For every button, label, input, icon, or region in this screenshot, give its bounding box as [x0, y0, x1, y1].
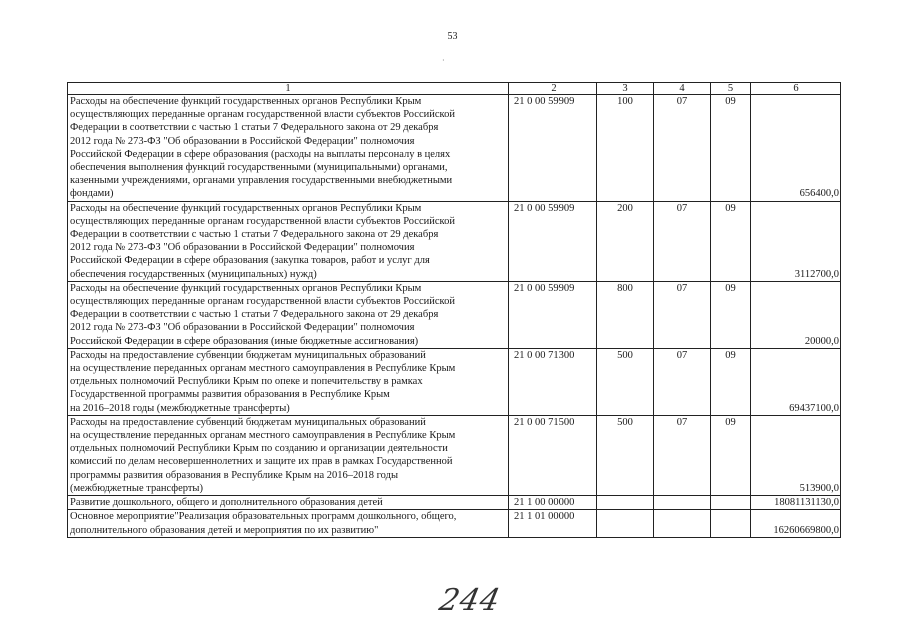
row-amount-text: 3112700,0 [794, 268, 839, 280]
table-row [68, 201, 841, 281]
row-subsection-text: 09 [725, 202, 736, 214]
header-cell-4: 4 [654, 83, 711, 95]
row-subsection [711, 95, 751, 202]
table-header-row [68, 83, 841, 95]
row-section-text: 07 [676, 416, 688, 428]
table-row [68, 496, 841, 510]
row-expense-type [597, 95, 654, 202]
row-expense-type [597, 281, 654, 348]
row-amount-text: 513900,0 [799, 482, 839, 494]
row-expense-type-text: 800 [617, 282, 633, 294]
row-subsection [711, 496, 751, 510]
row-subsection-text: 09 [725, 96, 736, 107]
row-code [509, 281, 597, 348]
row-description-text: Расходы на обеспечение функций государственных органов Республики Крым осуществляющих переданные органам государственной власти субъектов Российской Федерации в соответствии с частью 1 статьи 7 Федерального закона от 29 декабря 2012 года № 273-ФЗ "Об образовании в Российской Федерации" полномочия Российской Федерации в сфере образования (иные бюджетные ассигнования) [70, 282, 455, 347]
row-expense-type [597, 496, 654, 510]
row-amount [751, 201, 841, 281]
row-code [509, 496, 597, 510]
row-code-text: 21 0 00 59909 [514, 202, 575, 214]
row-description [68, 496, 509, 510]
row-subsection [711, 510, 751, 537]
row-expense-type-text: 200 [617, 202, 633, 214]
row-section [654, 510, 711, 537]
row-amount [751, 281, 841, 348]
row-code-text: 21 0 00 71500 [514, 416, 575, 428]
row-expense-type [597, 201, 654, 281]
row-expense-type [597, 415, 654, 495]
row-code-text: 21 1 00 00000 [514, 497, 575, 509]
row-amount [751, 95, 841, 202]
row-description-text: Расходы на предоставление субвенции бюджетам муниципальных образований на осуществление переданных органам местного самоуправления в Республике Крым отдельных полномочий Республики Крым по опеке и попечительству в рамках Государственной программы развития образования в Республике Крым на 2016–2018 годы (межбюджетные трансферты) [70, 349, 456, 414]
row-code-text: 21 0 00 59909 [514, 96, 575, 107]
row-code-text: 21 0 00 59909 [514, 282, 575, 294]
row-subsection [711, 201, 751, 281]
row-expense-type [597, 348, 654, 415]
row-description [68, 95, 509, 202]
row-expense-type-text: 500 [617, 349, 633, 361]
row-code-text: 21 0 00 71300 [514, 349, 575, 361]
row-code [509, 95, 597, 202]
row-description-text: Развитие дошкольного, общего и дополнительного образования детей [70, 497, 383, 509]
row-amount [751, 496, 841, 510]
row-description [68, 510, 509, 537]
row-subsection-text: 09 [725, 416, 736, 428]
row-subsection [711, 348, 751, 415]
header-cell-6: 6 [751, 83, 841, 95]
row-section [654, 496, 711, 510]
row-amount-text: 20000,0 [804, 335, 839, 347]
scan-mark: · [442, 56, 445, 65]
budget-table [67, 82, 841, 538]
row-section [654, 281, 711, 348]
row-section-text: 07 [676, 282, 688, 294]
row-amount [751, 348, 841, 415]
row-description [68, 201, 509, 281]
header-cell-5: 5 [711, 83, 751, 95]
table-row [68, 281, 841, 348]
row-subsection [711, 415, 751, 495]
row-section-text: 07 [676, 96, 688, 107]
row-subsection-text: 09 [725, 282, 736, 294]
handwritten-page-number: 244 [436, 583, 504, 618]
row-description-text: Расходы на обеспечение функций государственных органов Республики Крым осуществляющих переданные органам государственной власти субъектов Российской Федерации в соответствии с частью 1 статьи 7 Федерального закона от 29 декабря 2012 года № 273-ФЗ "Об образовании в Российской Федерации" полномочия Российской Федерации в сфере образования (закупка товаров, работ и услуг для обеспечения государственных (муниципальных) нужд) [70, 202, 455, 280]
row-code [509, 415, 597, 495]
row-amount-text: 656400,0 [799, 188, 839, 200]
row-section [654, 201, 711, 281]
row-subsection [711, 281, 751, 348]
header-cell-3: 3 [597, 83, 654, 95]
row-subsection-text: 09 [725, 349, 736, 361]
row-description [68, 281, 509, 348]
row-expense-type-text: 500 [617, 416, 633, 428]
row-amount [751, 510, 841, 537]
row-section-text: 07 [676, 349, 688, 361]
row-code [509, 201, 597, 281]
row-amount-text: 69437100,0 [789, 402, 839, 414]
table-row [68, 510, 841, 537]
table-row [68, 415, 841, 495]
row-section [654, 95, 711, 202]
row-section-text: 07 [676, 202, 688, 214]
row-amount-text: 18081131130,0 [774, 497, 839, 509]
row-code-text: 21 1 01 00000 [514, 511, 575, 523]
table-row [68, 348, 841, 415]
row-description [68, 348, 509, 415]
header-cell-1: 1 [68, 83, 509, 95]
row-section [654, 348, 711, 415]
row-description-text: Расходы на обеспечение функций государственных органов Республики Крым осуществляющих переданные органам государственной власти субъектов Российской Федерации в соответствии с частью 1 статьи 7 Федерального закона от 29 декабря 2012 года № 273-ФЗ "Об образовании в Российской Федерации" полномочия Российской Федерации в сфере образования (расходы на выплаты персоналу в целях обеспечения выполнения функций государственными (муниципальными) органами, казенными учреждениями, органами управления государственными внебюджетными фондами) [70, 96, 455, 200]
row-code [509, 348, 597, 415]
row-code [509, 510, 597, 537]
row-expense-type-text: 100 [617, 96, 633, 107]
row-description-text: Расходы на предоставление субвенций бюджетам муниципальных образований на осуществление переданных органам местного самоуправления в Республике Крым отдельных полномочий Республики Крым по созданию и организации деятельности комиссий по делам несовершеннолетних и защите их прав в рамках Государственной программы развития образования в Республике Крым на 2016–2018 годы (межбюджетные трансферты) [70, 416, 456, 494]
row-amount [751, 415, 841, 495]
row-description-text: Основное мероприятие"Реализация образовательных программ дошкольного, общего, дополнительного образования детей и мероприятия по их развитию" [70, 511, 457, 536]
row-expense-type [597, 510, 654, 537]
row-description [68, 415, 509, 495]
header-cell-2: 2 [509, 83, 597, 95]
table-row [68, 95, 841, 202]
row-section [654, 415, 711, 495]
page-number: 53 [447, 31, 458, 42]
row-amount-text: 16260669800,0 [773, 524, 839, 536]
